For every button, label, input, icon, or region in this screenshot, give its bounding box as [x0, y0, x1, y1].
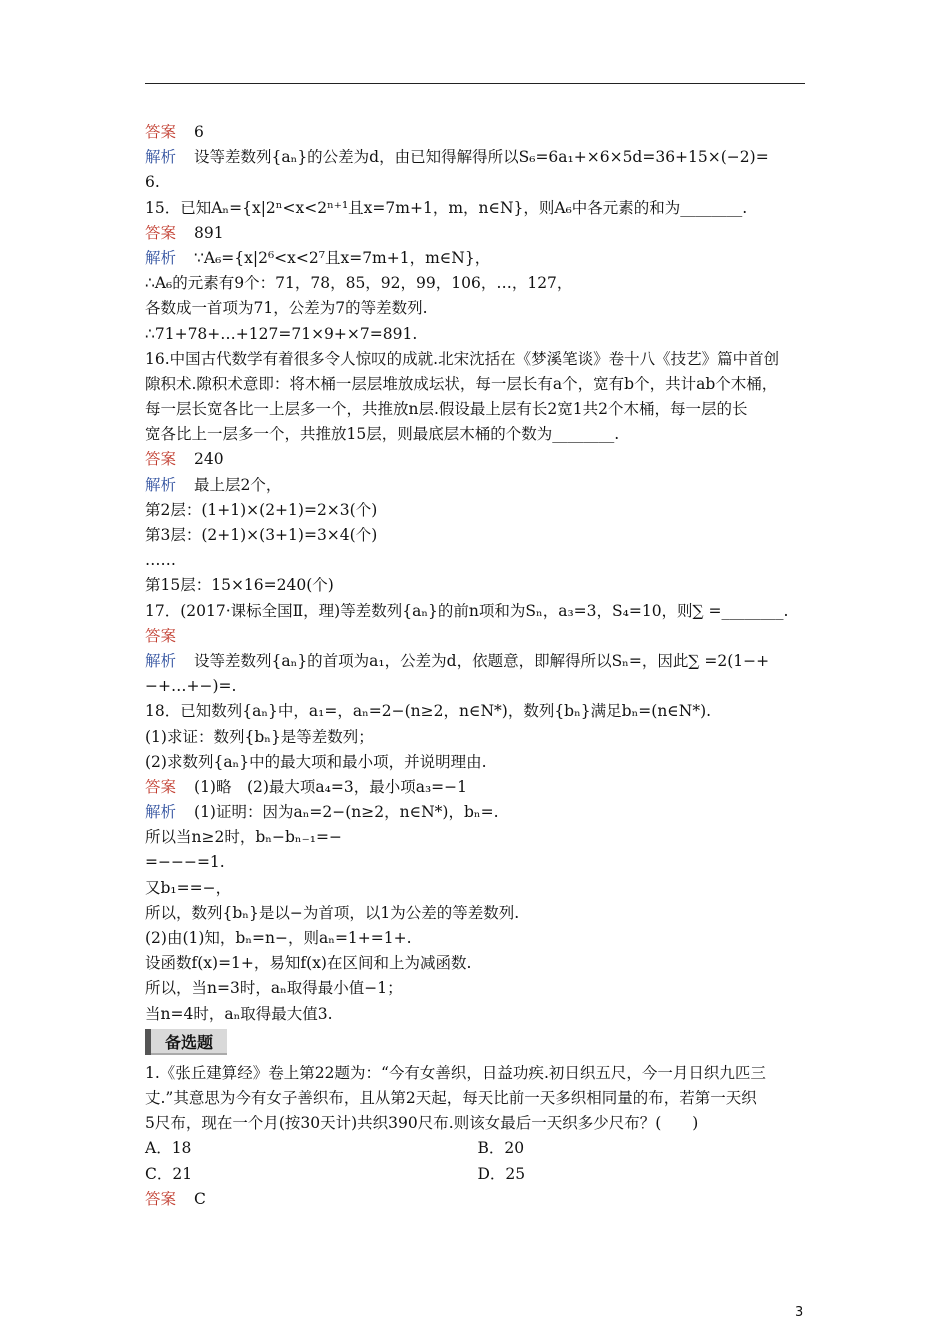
- line-text: 宽各比上一层多一个，共推放15层，则最底层木桶的个数为________.: [145, 425, 620, 444]
- section-title: 备选题: [145, 1029, 227, 1055]
- solution-line: [145, 825, 810, 850]
- solution-line: [145, 372, 810, 397]
- line-text: −+…+−)=.: [145, 677, 237, 696]
- question-line: [145, 1061, 810, 1086]
- answer-tag: 答案: [145, 450, 177, 469]
- line-text: 隙积术.隙积术意即：将木桶一层层堆放成坛状，每一层长有a个，宽有b个，共计ab个木桶，: [145, 374, 778, 393]
- solution-line: [145, 976, 810, 1001]
- answer-tag: 答案: [145, 777, 177, 796]
- solution-line: [145, 246, 810, 271]
- solution-line: [145, 170, 810, 195]
- line-text: 15．已知Aₙ={x|2ⁿ<x<2ⁿ⁺¹且x=7m+1，m，n∈N}，则A₆中各元素的和为________.: [145, 198, 748, 217]
- analysis-tag: 解析: [145, 475, 177, 494]
- solution-line: [145, 145, 810, 170]
- choice-option: C．21: [145, 1164, 193, 1183]
- header-rule: [145, 83, 805, 84]
- question-block: [145, 1061, 810, 1137]
- line-text: (1)略 (2)最大项a₄=3，最小项a₃=−1: [194, 777, 468, 796]
- line-text: 每一层长宽各比一上层多一个，共推放n层.假设最上层有长2宽1共2个木桶，每一层的长: [145, 400, 748, 419]
- line-text: 第15层：15×16=240(个): [145, 576, 334, 595]
- solution-line: [145, 473, 810, 498]
- line-text: 最上层2个，: [194, 475, 282, 494]
- line-text: ……: [145, 551, 176, 570]
- line-text: 第3层：(2+1)×(3+1)=3×4(个): [145, 526, 378, 544]
- line-text: ∵A₆={x|2⁶<x<2⁷且x=7m+1，m∈N}，: [194, 248, 491, 267]
- solution-line: [145, 725, 810, 750]
- solution-line: [145, 422, 810, 447]
- solution-line: [145, 523, 810, 548]
- page-number: 3: [795, 1305, 804, 1320]
- solution-line: [145, 196, 810, 221]
- solution-line: [145, 447, 810, 472]
- line-text: 1.《张丘建算经》卷上第22题为：“今有女善织，日益功疾.初日织五尺，今一月日织九匹三: [145, 1063, 766, 1082]
- solution-line: [145, 397, 810, 422]
- line-text: 第2层：(1+1)×(2+1)=2×3(个): [145, 500, 378, 519]
- line-text: =−−−=1.: [145, 853, 225, 872]
- solution-line: [145, 271, 810, 296]
- solution-line: [145, 850, 810, 875]
- option-row: [145, 1162, 810, 1187]
- solution-line: [145, 221, 810, 246]
- solution-line: [145, 322, 810, 347]
- analysis-tag: 解析: [145, 651, 177, 670]
- line-text: 16.中国古代数学有着很多令人惊叹的成就.北宋沈括在《梦溪笔谈》卷十八《技艺》篇中首创: [145, 349, 780, 368]
- solution-line: [145, 120, 810, 145]
- line-text: (1)证明：因为aₙ=2−(n≥2，n∈N*)，bₙ=.: [194, 803, 499, 822]
- answer-tag: 答案: [145, 223, 177, 242]
- line-text: 所以当n≥2时，bₙ−bₙ₋₁=−: [145, 828, 342, 847]
- solution-line: [145, 1002, 810, 1027]
- choice-option: B．20: [477, 1139, 525, 1158]
- solution-line: [145, 876, 810, 901]
- solution-line: [145, 599, 810, 624]
- line-text: 丈.”其意思为今有女子善织布，且从第2天起，每天比前一天多织相同量的布，若第一天织: [145, 1088, 757, 1107]
- line-text: 891: [194, 223, 224, 242]
- line-text: 所以，当n=3时，aₙ取得最小值−1；: [145, 979, 403, 998]
- question-line: [145, 1111, 810, 1136]
- option-row: [145, 1136, 810, 1161]
- line-text: 6.: [145, 173, 160, 192]
- solution-line: [145, 699, 810, 724]
- final-answer: [145, 1187, 810, 1212]
- solution-line: [145, 800, 810, 825]
- analysis-tag: 解析: [145, 803, 177, 822]
- line-text: 又b₁==−，: [145, 878, 232, 897]
- line-text: 当n=4时，aₙ取得最大值3.: [145, 1004, 333, 1023]
- question-line: [145, 1086, 810, 1111]
- line-text: 240: [194, 450, 224, 469]
- solution-line: [145, 649, 810, 674]
- line-text: 各数成一首项为71，公差为7的等差数列.: [145, 299, 428, 318]
- line-text: 5尺布，现在一个月(按30天计)共织390尺布.则该女最后一天织多少尺布？( ): [145, 1114, 699, 1133]
- answer-tag: 答案: [145, 626, 177, 645]
- answer-tag: 答案: [145, 1189, 177, 1208]
- solution-line: [145, 775, 810, 800]
- line-text: (1)求证：数列{bₙ}是等差数列；: [145, 727, 374, 746]
- line-text: 设函数f(x)=1+，易知f(x)在区间和上为减函数.: [145, 954, 472, 973]
- solution-line: [145, 624, 810, 649]
- line-text: 18．已知数列{aₙ}中，a₁=，aₙ=2−(n≥2，n∈N*)，数列{bₙ}满足bₙ=(n∈N*).: [145, 702, 712, 721]
- analysis-tag: 解析: [145, 148, 177, 167]
- choice-option: A．18: [145, 1139, 192, 1158]
- choice-option: D．25: [477, 1164, 526, 1183]
- line-text: 6: [194, 123, 204, 141]
- solution-line: [145, 750, 810, 775]
- answer-text: C: [194, 1189, 206, 1208]
- solution-line: [145, 347, 810, 372]
- solution-line: [145, 926, 810, 951]
- options-block: [145, 1136, 810, 1186]
- line-text: ∴A₆的元素有9个：71，78，85，92，99，106，…，127，: [145, 274, 573, 293]
- solution-line: [145, 296, 810, 321]
- line-text: 设等差数列{aₙ}的首项为a₁，公差为d，依题意，即解得所以Sₙ=，因此∑ =2(1−+: [194, 651, 770, 670]
- solution-line: [145, 674, 810, 699]
- line-text: 设等差数列{aₙ}的公差为d，由已知得解得所以S₆=6a₁+×6×5d=36+15×(−2)=: [194, 148, 769, 167]
- solution-line: [145, 548, 810, 573]
- solutions-block: [145, 120, 810, 1027]
- solution-line: [145, 901, 810, 926]
- line-text: ∴71+78+…+127=71×9+×7=891.: [145, 324, 418, 343]
- line-text: 所以，数列{bₙ}是以−为首项，以1为公差的等差数列.: [145, 903, 520, 922]
- solution-line: [145, 951, 810, 976]
- solution-line: [145, 573, 810, 598]
- solution-line: [145, 498, 810, 523]
- line-text: (2)求数列{aₙ}中的最大项和最小项，并说明理由.: [145, 752, 487, 771]
- line-text: (2)由(1)知，bₙ=n−，则aₙ=1+=1+.: [145, 929, 412, 947]
- analysis-tag: 解析: [145, 248, 177, 267]
- line-text: 17．(2017·课标全国Ⅱ，理)等差数列{aₙ}的前n项和为Sₙ，a₃=3，S₄=10，则∑ =________.: [145, 601, 789, 620]
- document-body: [145, 120, 810, 1212]
- answer-tag: 答案: [145, 123, 177, 141]
